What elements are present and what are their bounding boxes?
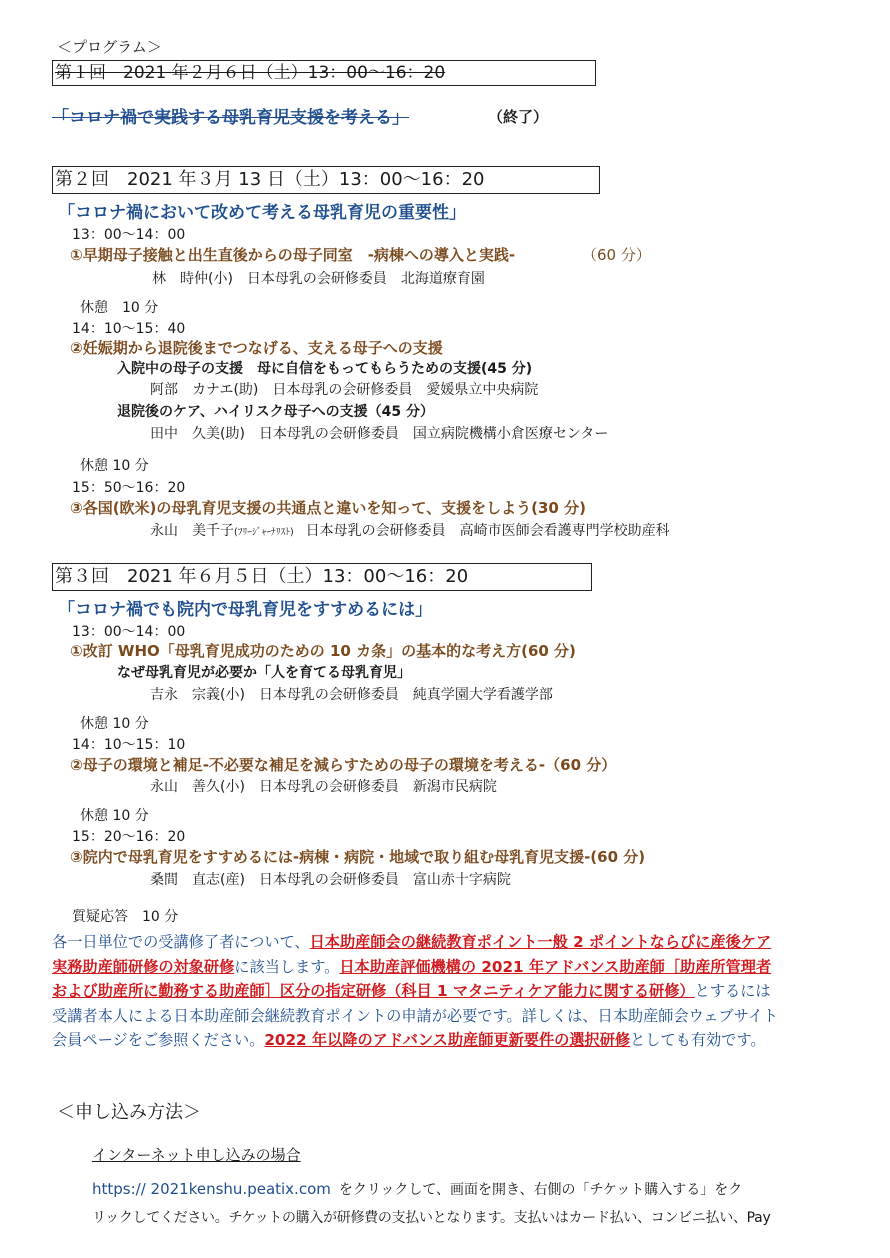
session3-time3: 15：20～16：20 [72,829,186,845]
session3-talk2-title: ②母子の環境と補足-不必要な補足を減らすための母子の環境を考える-（60 分） [70,756,617,774]
session3-heading: 第３回 2021 年６月５日（土）13：00～16：20 [52,563,592,591]
session3-time2: 14：10～15：10 [72,737,186,753]
session2-time3: 15：50～16：20 [72,480,186,496]
session3-talk1-sub: なぜ母乳育児が必要か「人を育てる母乳育児」 [117,665,411,681]
apply-line2: リックしてください。チケットの購入が研修費の支払いとなります。支払いはカード払い、コンビニ払い、Pay [92,1210,771,1226]
session2-talk3-speaker [150,520,670,540]
session2-break1: 休憩 10 分 [80,300,159,316]
session2-talk1-title: ①早期母子接触と出生直後からの母子同室 -病棟への導入と実践- [70,246,516,264]
session3-qa: 質疑応答 10 分 [72,909,179,925]
notice-r3: 日本助産評価機構の 2021 年アドバンス助産師［助産所管理者 [339,957,772,976]
session1-status: （終了） [488,108,549,126]
session3-talk1-speaker: 吉永 宗義(小) 日本母乳の会研修委員 純真学園大学看護学部 [150,687,553,703]
notice-p3: とするには [694,982,771,1000]
session3-time1: 13：00～14：00 [72,624,186,640]
notice-r2: 実務助産師研修の対象研修 [52,957,235,976]
session1-title: 「コロナ禍で実践する母乳育児支援を考える」 [52,108,409,128]
session2-talk2-title: ②妊娠期から退院後までつなげる、支える母子への支援 [70,339,443,357]
apply-line1 [92,1179,742,1199]
session2-talk2-sub1: 入院中の母子の支援 母に自信をもってもらうための支援(45 分) [117,361,533,377]
session3-talk2-speaker: 永山 善久(小) 日本母乳の会研修委員 新潟市民病院 [150,779,497,795]
notice-p5: 会員ページをご参照ください。 [52,1031,265,1049]
apply-header: ＜申し込み方法＞ [57,1102,201,1123]
session2-heading: 第２回 2021 年３月 13 日（土）13：00～16：20 [52,166,600,194]
program-header: ＜プログラム＞ [57,38,162,56]
notice-r4: および助産所に勤務する助産師］区分の指定研修（科目 1 マタニティケア能力に関する研修） [52,982,695,1000]
session2-break2: 休憩 10 分 [80,458,149,474]
peatix-link[interactable]: https:// 2021kenshu.peatix.com [92,1180,331,1198]
session2-talk2-speaker1: 阿部 カナエ(助) 日本母乳の会研修委員 愛媛県立中央病院 [150,382,539,398]
session3-break1: 休憩 10 分 [80,716,149,732]
session2-talk2-speaker2: 田中 久美(助) 日本母乳の会研修委員 国立病院機構小倉医療センター [150,426,609,442]
notice-p1: 各一日単位での受講修了者について、 [52,933,310,951]
notice-paragraph [52,930,842,1053]
session3-break2: 休憩 10 分 [80,808,149,824]
session3-talk1-title: ①改訂 WHO「母乳育児成功のための 10 カ条」の基本的な考え方(60 分) [70,642,576,660]
session2-time1: 13：00～14：00 [72,227,186,243]
notice-p6: としても有効です。 [630,1031,766,1049]
session2-talk1-speaker: 林 時仲(小) 日本母乳の会研修委員 北海道療育園 [152,271,485,287]
session2-talk1-duration: （60 分） [582,246,651,264]
session1-heading: 第１回 2021 年２月６日（土）13：00～16：20 [52,60,596,86]
notice-r1: 日本助産師会の継続教育ポイント一般 2 ポイントならびに産後ケア [309,933,772,951]
talk3-speaker-rest: 日本母乳の会研修委員 高崎市医師会看護専門学校助産科 [305,523,670,539]
notice-p2: に該当します。 [234,957,340,976]
session3-title: 「コロナ禍でも院内で母乳育児をすすめるには」 [58,600,433,620]
session2-time2: 14：10～15：40 [72,321,186,337]
notice-p4: 受講者本人による日本助産師会継続教育ポイントの申請が必要です。詳しくは、日本助産師会ウェブサイト [52,1006,779,1025]
session3-talk3-title: ③院内で母乳育児をすすめるには-病棟・病院・地域で取り組む母乳育児支援-(60 分) [70,848,646,866]
notice-r5: 2022 年以降のアドバンス助産師更新要件の選択研修 [264,1031,631,1049]
session2-talk2-sub2: 退院後のケア、ハイリスク母子への支援（45 分） [117,404,434,420]
talk3-speaker-role: (ﾌﾘｰｼﾞｬｰﾅﾘｽﾄ) [234,527,294,538]
talk3-speaker-name: 永山 美千子 [150,523,234,539]
apply-line1-rest: をクリックして、画面を開き、右側の「チケット購入する」をク [338,1182,743,1198]
session2-talk3-title: ③各国(欧米)の母乳育児支援の共通点と違いを知って、支援をしよう(30 分) [70,499,586,517]
session3-talk3-speaker: 桑間 直志(産) 日本母乳の会研修委員 富山赤十字病院 [150,872,511,888]
apply-subheader: インターネット申し込みの場合 [92,1146,301,1164]
session2-title: 「コロナ禍において改めて考える母乳育児の重要性」 [58,203,466,223]
